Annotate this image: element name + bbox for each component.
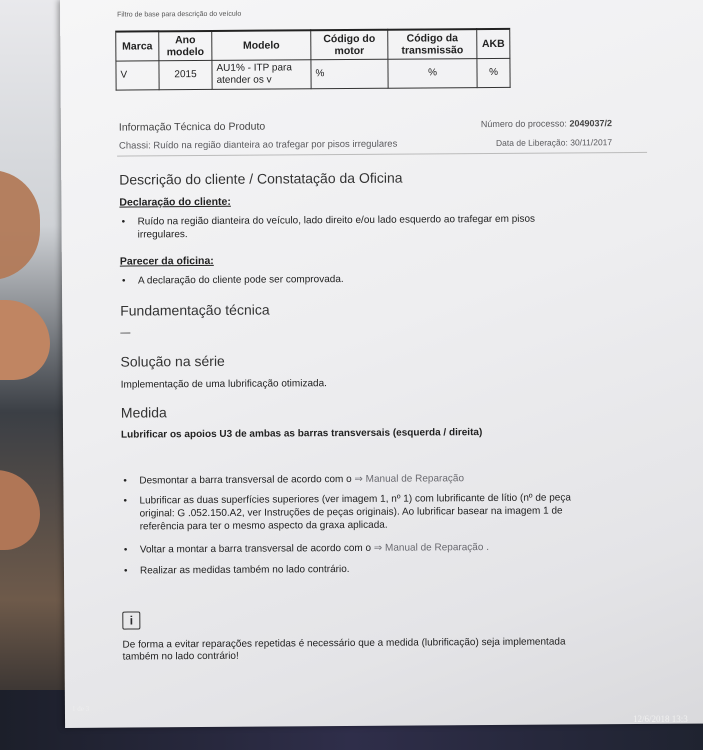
note-text: também no lado contrário! xyxy=(122,650,239,663)
table-header: Marca xyxy=(116,31,159,61)
process-value: 2049037/2 xyxy=(569,118,613,129)
step-text: Voltar a montar a barra transversal de acordo com o xyxy=(139,542,372,556)
release-value: 30/11/2017 xyxy=(570,137,613,148)
release-date xyxy=(496,137,612,148)
measure-step: • Lubrificar as duas superfícies superiores (ver imagem 1, nº 1) com lubrificante de lítio (nº de peça xyxy=(139,492,570,507)
product-info-title: Informação Técnica do Produto xyxy=(118,120,266,134)
process-label: Número do processo: xyxy=(480,118,567,130)
measure-step xyxy=(139,473,464,487)
technical-dash: — xyxy=(120,327,131,339)
measure-step: • Realizar as medidas também no lado contrário. xyxy=(140,564,350,577)
chassis-text: Chassi: Ruído na região dianteira ao trafegar por pisos irregulares xyxy=(118,138,398,152)
table-header-row xyxy=(116,29,510,61)
solution-text: Implementação de uma lubrificação otimizada. xyxy=(120,378,327,391)
page-number: 1 de 3 xyxy=(72,705,90,713)
table-cell: % xyxy=(311,59,388,89)
repair-manual-link[interactable]: ⇒ Manual de Reparação xyxy=(354,473,465,485)
measure-step-line: original: G .052.150.A2, ver Instruções de peças originais). Ao lubrificar basear na imagem 1 de xyxy=(139,505,563,520)
measure-title: Medida xyxy=(120,404,167,421)
measure-subtitle: Lubrificar os apoios U3 de ambas as barras transversais (esquerda / direita) xyxy=(121,427,483,441)
table-row xyxy=(116,58,510,90)
table-cell: 2015 xyxy=(159,60,212,89)
table-header: Código do motor xyxy=(311,30,388,60)
declaration-line: • Ruído na região dianteira do veículo, lado direito e/ou lado esquerdo ao trafegar em pisos xyxy=(138,214,536,229)
measure-step-line: referência para ter o mesmo aspecto da graxa aplicada. xyxy=(139,519,388,533)
note-text: De forma a evitar reparações repetidas é necessário que a medida (lubrificação) seja implementada xyxy=(122,636,566,651)
table-cell: V xyxy=(116,61,159,90)
client-section-title: Descrição do cliente / Constatação da Oficina xyxy=(119,169,403,188)
declaration-line: irregulares. xyxy=(137,229,188,241)
filter-label: Filtro de base para descrição do veículo xyxy=(117,10,242,19)
table-header: Código da transmissão xyxy=(388,29,477,59)
technical-title: Fundamentação técnica xyxy=(120,301,270,319)
info-icon: i xyxy=(122,611,140,629)
release-label: Data de Liberação: xyxy=(495,137,568,148)
declaration-heading: Declaração do cliente: xyxy=(119,195,231,209)
vehicle-table xyxy=(115,28,510,91)
table-cell: AU1% - ITP para atender os v xyxy=(212,60,311,90)
print-timestamp: 12/6/2018 13:3 xyxy=(633,714,688,724)
repair-manual-link[interactable]: ⇒ Manual de Reparação . xyxy=(373,542,490,554)
table-header: Ano modelo xyxy=(159,31,212,61)
workshop-heading: Parecer da oficina: xyxy=(119,254,214,268)
table-header: Modelo xyxy=(212,30,311,60)
workshop-text: • A declaração do cliente pode ser comprovada. xyxy=(138,274,344,287)
measure-step xyxy=(140,542,489,556)
divider xyxy=(117,152,647,157)
table-cell: % xyxy=(477,58,510,87)
table-header: AKB xyxy=(477,29,510,59)
process-number xyxy=(481,118,612,129)
solution-title: Solução na série xyxy=(120,352,225,370)
document-page xyxy=(60,0,703,728)
step-text: Desmontar a barra transversal de acordo com o xyxy=(139,473,352,487)
table-cell: % xyxy=(388,59,477,89)
